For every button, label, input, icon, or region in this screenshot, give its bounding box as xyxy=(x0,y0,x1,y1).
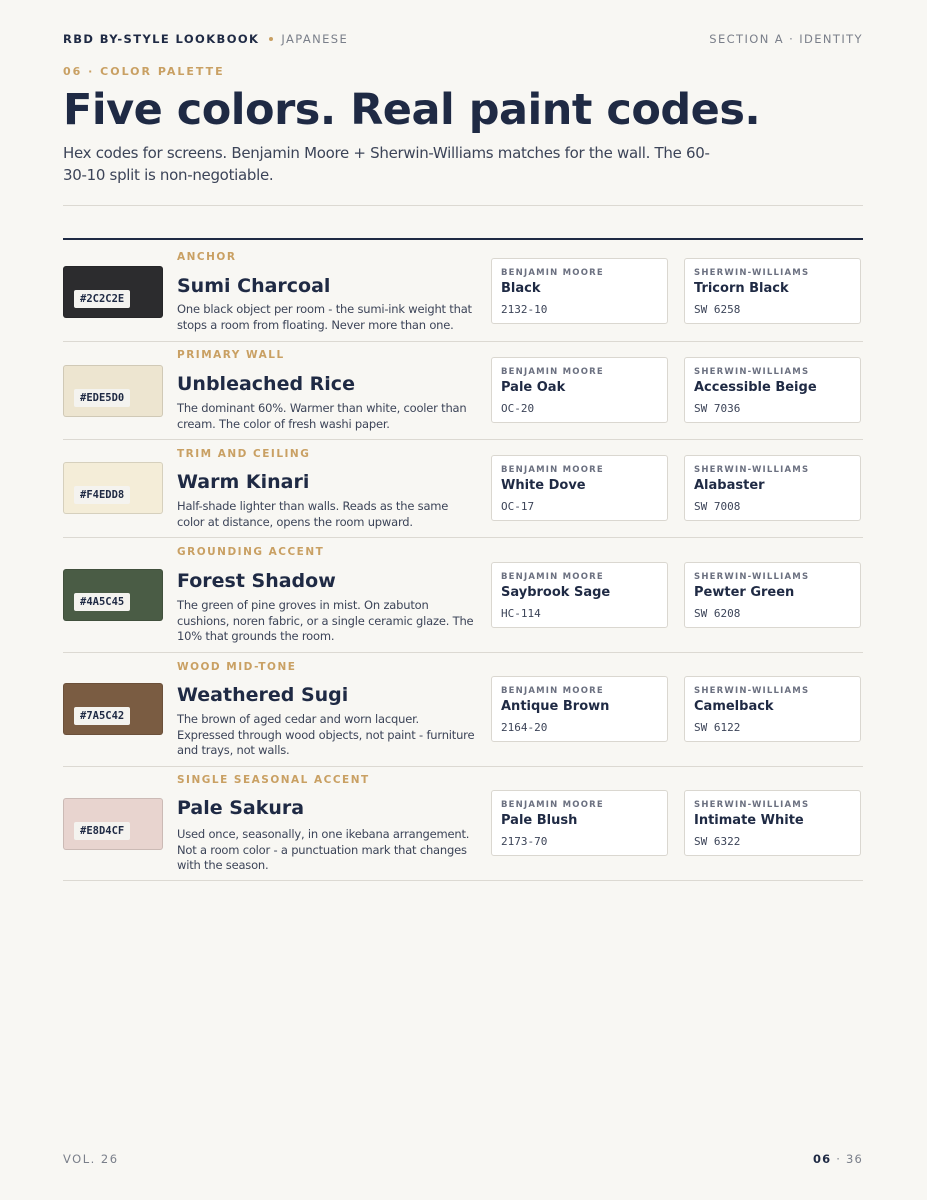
paint-name: Alabaster xyxy=(694,478,765,493)
paint-code: SW 6322 xyxy=(694,835,741,848)
hex-code: #2C2C2E xyxy=(74,290,130,308)
hex-code: #F4EDD8 xyxy=(74,486,130,504)
color-swatch xyxy=(63,798,163,850)
paint-code: HC-114 xyxy=(501,607,541,620)
color-name: Sumi Charcoal xyxy=(177,275,331,297)
paint-name: Camelback xyxy=(694,699,774,714)
paint-brand: SHERWIN-WILLIAMS xyxy=(694,686,810,696)
paint-brand: SHERWIN-WILLIAMS xyxy=(694,367,810,377)
paint-name: Black xyxy=(501,281,541,296)
paint-brand: BENJAMIN MOORE xyxy=(501,367,604,377)
total-pages: 36 xyxy=(845,1152,863,1166)
sherwin-williams-card xyxy=(684,676,861,742)
current-page: 06 xyxy=(812,1152,832,1166)
paint-code: SW 6258 xyxy=(694,303,741,316)
paint-code: SW 7008 xyxy=(694,500,741,513)
paint-brand: SHERWIN-WILLIAMS xyxy=(694,465,810,475)
paint-brand: SHERWIN-WILLIAMS xyxy=(694,800,810,810)
sherwin-williams-card xyxy=(684,258,861,324)
sherwin-williams-card xyxy=(684,357,861,423)
sherwin-williams-card xyxy=(684,455,861,521)
hex-code: #4A5C45 xyxy=(74,593,130,611)
paint-name: Saybrook Sage xyxy=(501,585,611,600)
color-role: ANCHOR xyxy=(177,251,237,263)
paint-code: OC-17 xyxy=(501,500,535,513)
hex-code: #7A5C42 xyxy=(74,707,130,725)
paint-brand: SHERWIN-WILLIAMS xyxy=(694,572,810,582)
paint-brand: SHERWIN-WILLIAMS xyxy=(694,268,810,278)
sherwin-williams-card xyxy=(684,790,861,856)
color-role: WOOD MID-TONE xyxy=(177,661,297,673)
footer-volume: VOL. 26 xyxy=(63,1152,119,1166)
paint-name: White Dove xyxy=(501,478,586,493)
paint-brand: BENJAMIN MOORE xyxy=(501,686,604,696)
paint-brand: BENJAMIN MOORE xyxy=(501,800,604,810)
color-description: Used once, seasonally, in one ikebana arrangement. Not a room color - a punctuation mark that changes with the season. xyxy=(177,827,470,872)
color-name: Weathered Sugi xyxy=(177,684,349,706)
paint-brand: BENJAMIN MOORE xyxy=(501,268,604,278)
paint-code: SW 6208 xyxy=(694,607,741,620)
footer-page-number xyxy=(813,1152,863,1166)
color-swatch xyxy=(63,266,163,318)
color-row-weathered-sugi xyxy=(63,653,863,767)
color-description: One black object per room - the sumi-ink weight that stops a room from floating. Never more than one. xyxy=(177,302,472,332)
header-brand xyxy=(63,32,348,46)
paint-name: Tricorn Black xyxy=(694,281,789,296)
paint-brand: BENJAMIN MOORE xyxy=(501,572,604,582)
color-name: Unbleached Rice xyxy=(177,373,355,395)
divider-light xyxy=(63,205,863,206)
color-description: The dominant 60%. Warmer than white, cooler than cream. The color of fresh washi paper. xyxy=(177,401,467,431)
color-role: TRIM AND CEILING xyxy=(177,448,311,460)
color-name: Forest Shadow xyxy=(177,570,336,592)
paint-code: 2164-20 xyxy=(501,721,548,734)
color-description: The green of pine groves in mist. On zabuton cushions, noren fabric, or a single ceramic glaze. The 10% that grounds the room. xyxy=(177,598,474,643)
benjamin-moore-card xyxy=(491,676,668,742)
paint-name: Pewter Green xyxy=(694,585,795,600)
color-row-forest-shadow xyxy=(63,538,863,653)
benjamin-moore-card xyxy=(491,455,668,521)
color-description: The brown of aged cedar and worn lacquer. Expressed through wood objects, not paint - furniture and trays, not walls. xyxy=(177,712,475,757)
running-header xyxy=(63,32,863,48)
paint-name: Accessible Beige xyxy=(694,380,817,395)
color-role: GROUNDING ACCENT xyxy=(177,546,325,558)
paint-code: 2173-70 xyxy=(501,835,548,848)
color-row-warm-kinari xyxy=(63,440,863,538)
paint-name: Antique Brown xyxy=(501,699,610,714)
color-name: Pale Sakura xyxy=(177,797,305,819)
page-title: Five colors. Real paint codes. xyxy=(63,85,761,135)
paint-name: Pale Blush xyxy=(501,813,578,828)
bullet-dot-icon xyxy=(269,37,273,41)
sherwin-williams-card xyxy=(684,562,861,628)
paint-code: SW 7036 xyxy=(694,402,741,415)
paint-code: SW 6122 xyxy=(694,721,741,734)
style-name: JAPANESE xyxy=(281,32,349,46)
color-role: PRIMARY WALL xyxy=(177,349,285,361)
brand-title: RBD BY-STYLE LOOKBOOK xyxy=(63,32,260,46)
hex-code: #E8D4CF xyxy=(74,822,130,840)
color-row-unbleached-rice xyxy=(63,342,863,440)
page-lede: Hex codes for screens. Benjamin Moore + Sherwin-Williams matches for the wall. The 60-30-10 split is non-negotiable. xyxy=(63,144,710,184)
benjamin-moore-card xyxy=(491,562,668,628)
paint-code: OC-20 xyxy=(501,402,535,415)
lookbook-page xyxy=(63,0,863,1200)
paint-code: 2132-10 xyxy=(501,303,548,316)
section-eyebrow: 06 · COLOR PALETTE xyxy=(63,65,225,78)
paint-name: Intimate White xyxy=(694,813,804,828)
hex-code: #EDE5D0 xyxy=(74,389,130,407)
color-role: SINGLE SEASONAL ACCENT xyxy=(177,774,370,786)
color-row-sumi-charcoal xyxy=(63,240,863,342)
benjamin-moore-card xyxy=(491,357,668,423)
color-swatch xyxy=(63,683,163,735)
paint-brand: BENJAMIN MOORE xyxy=(501,465,604,475)
benjamin-moore-card xyxy=(491,790,668,856)
color-swatch xyxy=(63,569,163,621)
section-label: SECTION A · IDENTITY xyxy=(709,32,863,46)
page-separator: · xyxy=(836,1152,842,1166)
color-name: Warm Kinari xyxy=(177,471,310,493)
color-swatch xyxy=(63,365,163,417)
color-row-pale-sakura xyxy=(63,767,863,881)
paint-name: Pale Oak xyxy=(501,380,566,395)
color-description: Half-shade lighter than walls. Reads as the same color at distance, opens the room upward. xyxy=(177,499,449,529)
color-swatch xyxy=(63,462,163,514)
benjamin-moore-card xyxy=(491,258,668,324)
